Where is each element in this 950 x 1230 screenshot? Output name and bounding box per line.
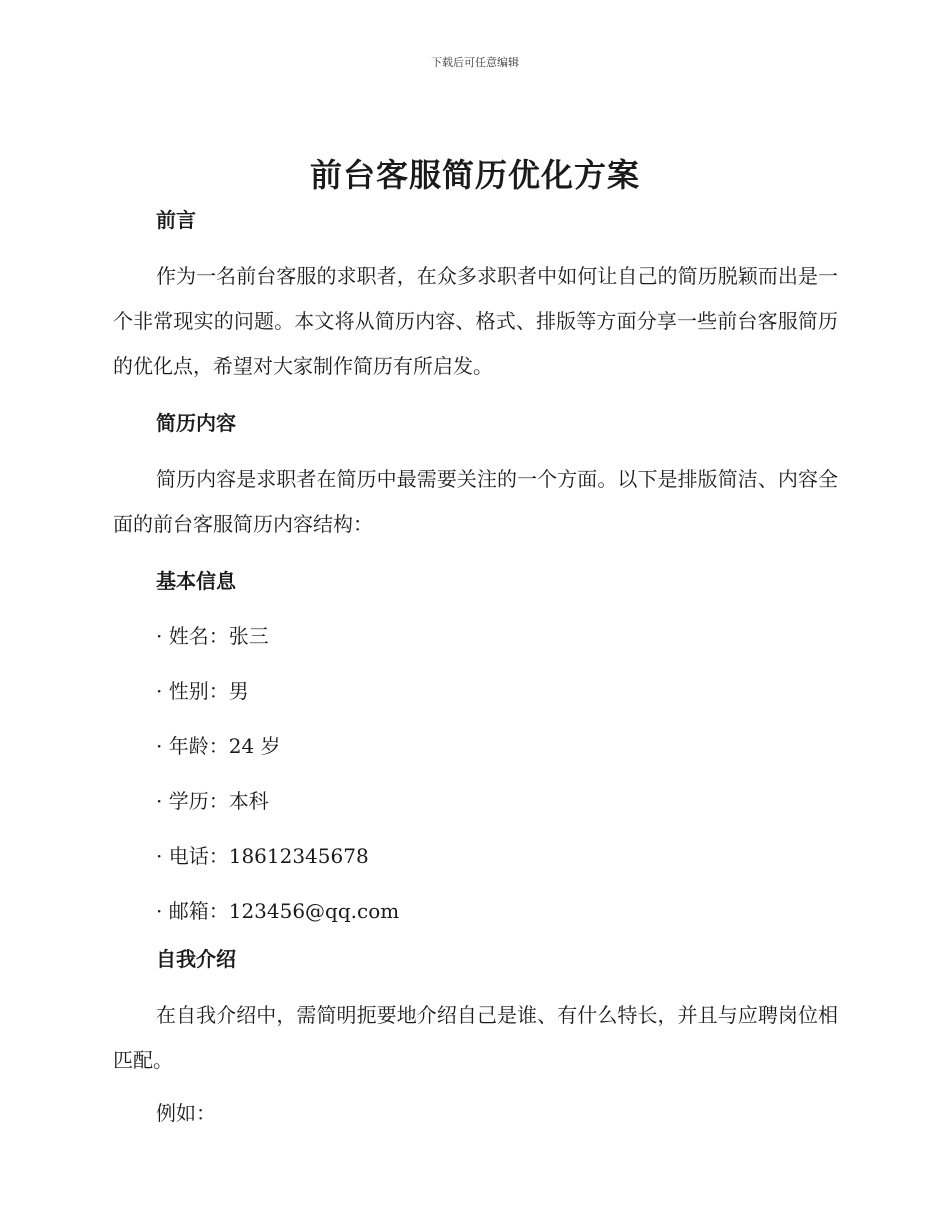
preface-paragraph: 作为一名前台客服的求职者，在众多求职者中如何让自己的简历脱颖而出是一个非常现实的问题。本文将从简历内容、格式、排版等方面分享一些前台客服简历的优化点，希望对大家制作简历有所启发。 bbox=[113, 264, 838, 378]
basic-info-item-age: · 年龄：24 岁 bbox=[156, 734, 281, 758]
basic-info-item-gender: · 性别：男 bbox=[156, 679, 249, 703]
self-intro-example: 例如： bbox=[156, 1101, 216, 1125]
resume-content-paragraph: 简历内容是求职者在简历中最需要关注的一个方面。以下是排版简洁、内容全面的前台客服简历内容结构： bbox=[113, 467, 838, 536]
section-heading-preface: 前言 bbox=[156, 208, 196, 232]
basic-info-item-name: · 姓名：张三 bbox=[156, 624, 269, 648]
section-heading-self-intro: 自我介绍 bbox=[156, 947, 236, 971]
basic-info-item-email: · 邮箱：123456@qq.com bbox=[156, 899, 400, 923]
section-heading-basic-info: 基本信息 bbox=[156, 569, 236, 593]
basic-info-item-education: · 学历：本科 bbox=[156, 789, 269, 813]
basic-info-item-phone: · 电话：18612345678 bbox=[156, 844, 369, 868]
header-note: 下载后可任意编辑 bbox=[431, 56, 519, 69]
document-body bbox=[113, 200, 838, 1136]
section-heading-resume-content: 简历内容 bbox=[156, 411, 236, 435]
document-title: 前台客服简历优化方案 bbox=[309, 156, 640, 194]
self-intro-paragraph: 在自我介绍中，需简明扼要地介绍自己是谁、有什么特长，并且与应聘岗位相匹配。 bbox=[113, 1003, 838, 1072]
